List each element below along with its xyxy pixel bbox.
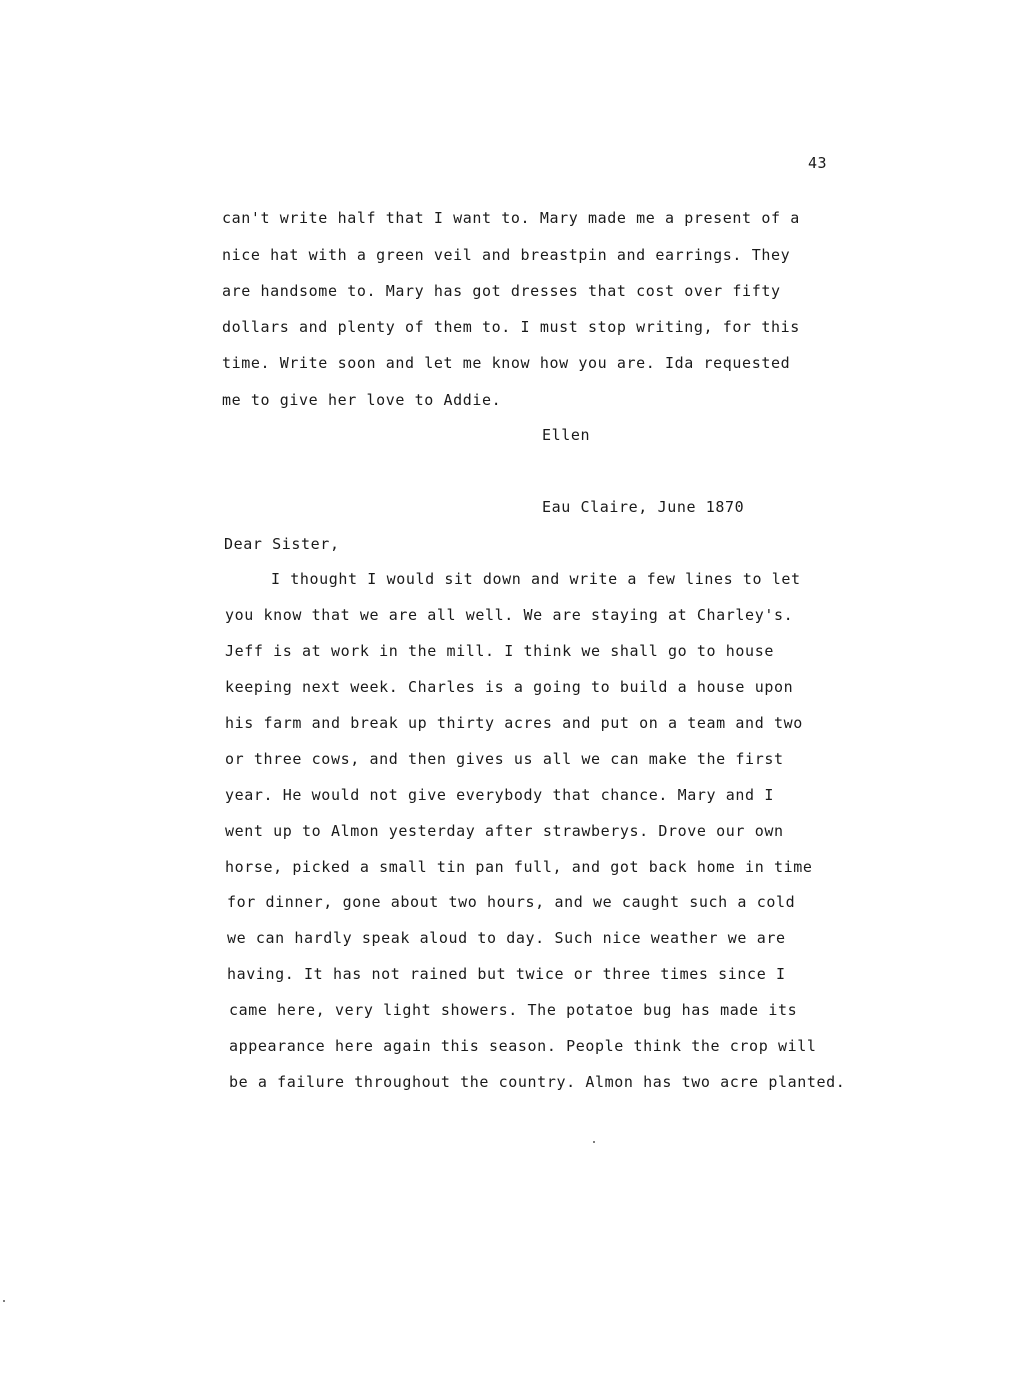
- letter2-line: horse, picked a small tin pan full, and got back home in time: [225, 858, 813, 876]
- letter1-signature: Ellen: [542, 426, 591, 444]
- letter2-line: keeping next week. Charles is a going to build a house upon: [225, 678, 794, 696]
- letter2-line: for dinner, gone about two hours, and we caught such a cold: [227, 893, 796, 911]
- letter2-line: went up to Almon yesterday after strawberys. Drove our own: [225, 822, 784, 840]
- letter2-line: Jeff is at work in the mill. I think we shall go to house: [225, 642, 774, 660]
- letter2-line: we can hardly speak aloud to day. Such nice weather we are: [227, 929, 786, 947]
- letter2-line: you know that we are all well. We are staying at Charley's.: [225, 606, 794, 624]
- letter2-line: I thought I would sit down and write a few lines to let: [271, 570, 801, 588]
- scan-speck: [593, 1141, 595, 1143]
- page-number: 43: [808, 154, 828, 172]
- letter2-line: his farm and break up thirty acres and put on a team and two: [225, 714, 803, 732]
- letter2-line: appearance here again this season. People think the crop will: [229, 1037, 817, 1055]
- letter2-place-date: Eau Claire, June 1870: [542, 498, 745, 516]
- letter2-salutation: Dear Sister,: [224, 535, 340, 553]
- letter2-line: came here, very light showers. The potatoe bug has made its: [229, 1001, 798, 1019]
- letter2-line: having. It has not rained but twice or three times since I: [227, 965, 786, 983]
- letter1-line: time. Write soon and let me know how you are. Ida requested: [222, 354, 791, 372]
- letter2-line: or three cows, and then gives us all we can make the first: [225, 750, 784, 768]
- letter2-line: be a failure throughout the country. Almon has two acre planted.: [229, 1073, 846, 1091]
- letter1-line: nice hat with a green veil and breastpin and earrings. They: [222, 246, 791, 264]
- letter1-line: dollars and plenty of them to. I must stop writing, for this: [222, 318, 800, 336]
- scan-speck: [3, 1300, 5, 1302]
- letter1-line: are handsome to. Mary has got dresses that cost over fifty: [222, 282, 781, 300]
- letter2-line: year. He would not give everybody that chance. Mary and I: [225, 786, 774, 804]
- letter1-line: me to give her love to Addie.: [222, 391, 502, 409]
- letter1-line: can't write half that I want to. Mary made me a present of a: [222, 209, 800, 227]
